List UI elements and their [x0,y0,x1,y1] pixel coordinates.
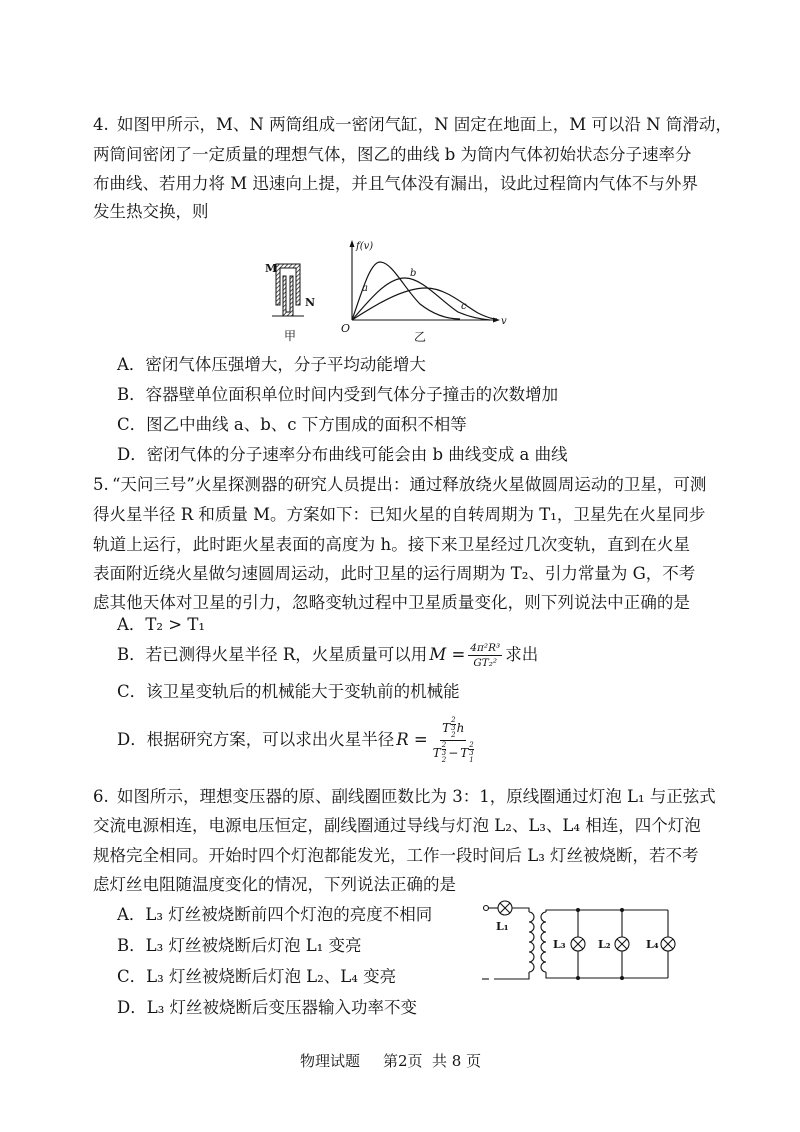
cylinder-n-shape [283,276,293,316]
option-label: C． [117,682,147,701]
question-6-stem-line-4: 虑灯丝电阻随温度变化的情况，下列说法正确的是 [93,875,456,894]
minus-sign: − [448,745,459,760]
curve-b [352,278,490,320]
wire-primary-top-right [512,908,529,912]
option-label: A． [117,905,146,924]
footer-page-total: 共 8 页 [432,1052,482,1070]
question-6-option-a [117,904,432,926]
option-text-after: 求出 [505,645,539,664]
subscript: 2 [451,730,456,739]
primary-coil [529,912,534,972]
power-term [433,742,446,764]
option-text: 若已测得火星半径 R，火星质量可以用 [145,645,428,664]
option-text: L₃ 灯丝被烧断前四个灯泡的亮度不相同 [145,905,433,924]
question-6-option-c [117,966,396,988]
cylinder-m-label: M [265,262,278,275]
junction-dot [576,908,580,912]
power-scripts [442,742,446,764]
exponent-fraction [442,742,446,757]
power-base: T [432,745,441,760]
mass-formula-fraction [468,642,502,669]
option-label: B． [117,645,146,664]
y-axis-arrow [350,240,355,247]
exponent-fraction [469,742,473,757]
question-4-stem-line-4: 发生热交换，则 [93,202,209,221]
curve-b-label: b [410,268,417,279]
question-5-stem-line-2: 得火星半径 R 和质量 M。方案如下：已知火星的自转周期为 T₁，卫星先在火星同步 [93,505,706,524]
question-4-figure [255,235,515,345]
numerator-tail: h [456,720,465,735]
exponent-denominator: 3 [451,723,456,732]
power-scripts [469,742,473,764]
question-4-option-c [117,414,467,436]
x-axis-label: v [501,316,507,327]
question-6-number: 6. [93,787,109,806]
option-text: 容器壁单位面积单位时间内受到气体分子撞击的次数增加 [145,385,559,404]
question-4-stem-line-3: 布曲线、若用力将 M 迅速向上提，并且气体没有漏出，设此过程筒内气体不与外界 [93,174,698,193]
y-axis-label: f(v) [356,241,374,252]
junction-dot [620,976,624,980]
option-text: 根据研究方案，可以求出火星半径 [146,730,395,749]
option-label: C． [117,415,147,434]
curve-c [352,288,497,320]
power-base: T [460,745,469,760]
option-label: B． [117,385,146,404]
formula-lhs: M = [429,645,466,664]
question-4-option-d [117,444,568,466]
option-label: A． [117,615,146,634]
footer-subject: 物理试题 [300,1052,361,1070]
input-terminal-top [484,906,489,911]
question-5-option-a [117,614,205,636]
option-label: C． [117,967,147,986]
junction-dot [620,908,624,912]
question-5-number: 5. [93,475,109,494]
question-4-option-b [117,384,558,406]
question-5-option-b [117,640,538,670]
exponent-denominator: 3 [441,748,447,757]
wire-primary-bottom [494,972,529,979]
radius-formula-fraction [431,717,476,764]
question-6-stem-line-3: 规格完全相同。开始时四个灯泡都能发光，工作一段时间后 L₃ 灯丝被烧断，若不考 [93,846,699,865]
option-label: D． [117,730,147,749]
question-6-option-b [117,935,362,957]
junction-dot [576,976,580,980]
question-6-stem-line-1: 如图所示，理想变压器的原、副线圈匝数比为 3：1，原线圈通过灯泡 L₁ 与正弦式 [117,787,716,806]
curve-c-label: c [461,301,467,312]
curve-a-label: a [362,283,368,294]
option-text: L₃ 灯丝被烧断后灯泡 L₁ 变亮 [145,936,362,955]
question-4-option-a [117,354,426,376]
origin-label: O [341,322,351,335]
exponent-numerator: 2 [469,740,474,749]
subscript: 1 [469,755,474,764]
formula-lhs: R = [396,730,428,749]
subscript: 2 [441,755,447,764]
secondary-coil [541,912,546,972]
question-6-stem-line-2: 交流电源相连，电源电压恒定，副线圈通过导线与灯泡 L₂、L₃、L₄ 相连，四个灯泡 [93,816,701,835]
question-4-stem-line-2: 两筒间密闭了一定质量的理想气体，图乙的曲线 b 为筒内气体初始状态分子速率分 [93,145,692,164]
question-5-option-d [117,715,479,764]
question-5-stem-line-1: “天问三号”火星探测器的研究人员提出：通过释放绕火星做圆周运动的卫星，可测 [112,475,707,494]
formula-numerator [440,717,466,741]
formula-denominator: GT₂² [473,656,498,669]
option-text: 密闭气体压强增大，分子平均动能增大 [145,355,426,374]
exponent-fraction [451,717,455,732]
lamp-l3-label: L₃ [553,938,566,951]
wire-secondary-top [546,910,668,912]
question-5-option-c [117,681,460,703]
figure-left-caption: 甲 [284,329,297,343]
option-text: 图乙中曲线 a、b、c 下方围成的面积不相等 [146,415,467,434]
cylinder-m-shape [276,264,300,305]
wire-secondary-bottom [546,972,668,978]
question-5-stem-line-5: 虑其他天体对卫星的引力，忽略变轨过程中卫星质量变化，则下列说法中正确的是 [93,593,690,612]
exponent-numerator: 2 [451,715,456,724]
power-scripts [451,717,455,739]
option-label: A． [117,355,146,374]
lamp-l1-label: L₁ [496,920,509,933]
footer-page-number: 第2页 [383,1052,423,1070]
lamp-l4-label: L₄ [646,938,659,951]
option-label: D． [117,998,147,1017]
question-6-option-d [117,997,417,1019]
power-term [442,717,464,739]
question-6-circuit-figure [475,890,700,995]
question-5-stem-line-3: 轨道上运行，此时距火星表面的高度为 h。接下来卫星经过几次变轨，直到在火星 [93,535,690,554]
option-text: 密闭气体的分子速率分布曲线可能会由 b 曲线变成 a 曲线 [146,445,568,464]
option-label: D． [117,445,147,464]
formula-denominator [431,741,476,764]
figure-right-caption: 乙 [414,330,427,344]
option-text: 该卫星变轨后的机械能大于变轨前的机械能 [146,682,460,701]
formula-numerator: 4π²R³ [470,641,501,654]
power-term [460,742,473,764]
cylinder-n-label: N [305,296,316,309]
option-text: L₃ 灯丝被烧断后变压器输入功率不变 [146,998,418,1017]
question-4-stem-line-1: 如图甲所示，M、N 两筒组成一密闭气缸，N 固定在地面上，M 可以沿 N 筒滑动， [117,115,732,134]
option-text: L₃ 灯丝被烧断后灯泡 L₂、L₄ 变亮 [146,967,397,986]
exponent-numerator: 2 [441,740,447,749]
power-base: T [442,720,451,735]
option-label: B． [117,936,146,955]
exponent-denominator: 3 [469,748,474,757]
question-4-number: 4. [93,115,109,134]
question-5-stem-line-4: 表面附近绕火星做匀速圆周运动，此时卫星的运行周期为 T₂、引力常量为 G，不考 [93,564,696,583]
lamp-l2-label: L₂ [598,938,611,951]
option-text: T₂ > T₁ [145,615,205,634]
